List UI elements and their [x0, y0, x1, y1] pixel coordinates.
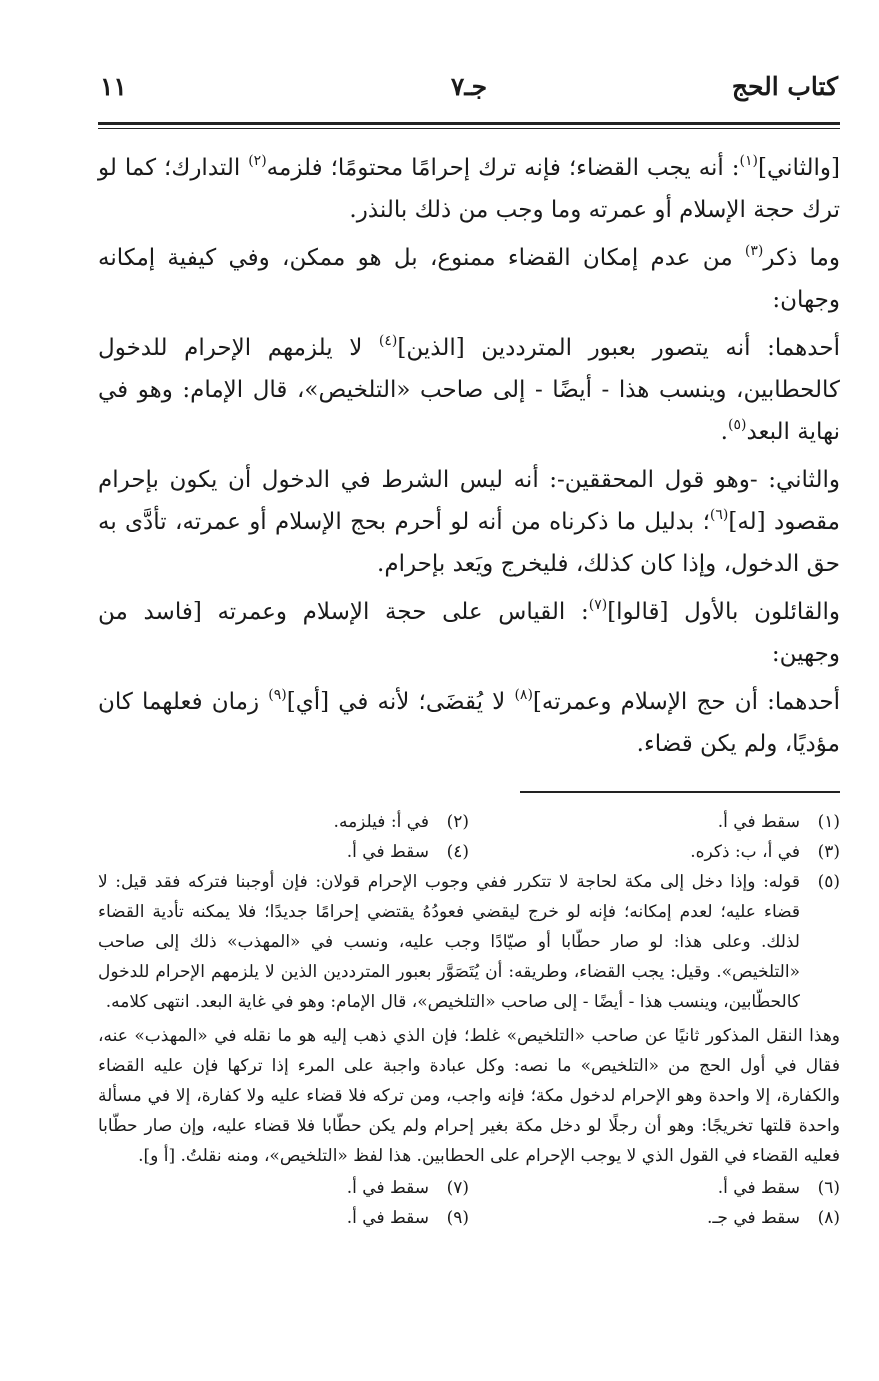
- page: [98, 70, 840, 1233]
- footnote-ref: (٩): [268, 687, 287, 703]
- footnotes: [98, 807, 840, 1233]
- paragraph: وما ذكر$^{(٣)}$ من عدم إمكان القضاء ممنوع، بل هو ممكن، وفي كيفية إمكانه وجهان:: [98, 243, 840, 313]
- paragraph: والقائلون بالأول [قالوا]$^{(٧)}$: القياس على حجة الإسلام وعمرته [فاسد من وجهين:: [98, 597, 840, 667]
- footnote-ref: (٧): [588, 597, 608, 613]
- main-text: [98, 147, 840, 765]
- footnote: (١) سقط في أ.: [717, 811, 840, 832]
- footnote-ref: (٤): [378, 333, 398, 349]
- footnote-ref: (٦): [709, 507, 729, 523]
- paragraph: أحدهما: أنه يتصور بعبور المترددين [الذين]$^{(٤)}$ لا يلزمهم الإحرام للدخول كالحطابين، وينسب هذا - أيضًا - إلى صاحب «التلخيص»، قال الإمام: وهو في نهاية البعد$^{(٥)}$.: [98, 333, 840, 445]
- footnote-row: [98, 1173, 840, 1203]
- footnote-separator: [520, 791, 840, 793]
- footnote-row: [98, 807, 840, 837]
- paragraph: أحدهما: أن حج الإسلام وعمرته]$^{(٨)}$ لا يُقضَى؛ لأنه في [أي]$^{(٩)}$ زمان فعلهما كان مؤديًا، ولم يكن قضاء.: [98, 687, 840, 757]
- header-rule-thin: [98, 128, 840, 129]
- footnote-paragraph: قوله: وإذا دخل إلى مكة لحاجة لا تتكرر ففي وجوب الإحرام قولان: فإن أوجبنا فتركه فقد قيل: لا قضاء عليه؛ لعدم إمكانه؛ فإنه لو خرج ليقضي فعودُهُ يقتضي إحرامًا جديدًا؛ فلا يمكنه تأدية القضاء لذلك. وعلى هذا: لو صار حطّابا أو صيّادًا وجب عليه، ونسب في «المهذب» ذلك إلى صاحب «التلخيص». وقيل: يجب القضاء، وطريقه: أن يُتَصَوَّر بعبور المترددين الذين لا يلزمهم الإحرام للدخول كالحطّابين، وينسب هذا - أيضًا - إلى صاحب «التلخيص»، قال الإمام: وهو في غاية البعد. انتهى كلامه.: [98, 871, 800, 1012]
- footnote-paragraph: وهذا النقل المذكور ثانيًا عن صاحب «التلخيص» غلط؛ فإن الذي ذهب إليه هو ما نقله في «المهذب» عنه، فقال في أول الحج من «التلخيص» ما نصه: وكل عبادة واجبة على المرء إذا تركها فإن عليه القضاء والكفارة، إلا واحدة وهو الإحرام لدخول مكة؛ فإنه واجب، ومن تركه فلا قضاء عليه ولا كفارة، إلا في مسألة واحدة قلتها تخريجًا: وهو أن رجلًا لو دخل مكة بغير إحرام ولم يكن حطّابا فلا قضاء عليه، وإن صار حطّابا فعليه القضاء في القول الذي لا يوجب الإحرام على الحطابين. هذا لفظ «التلخيص»، ومنه نقلتُ. [أ و].: [98, 1025, 840, 1166]
- footnote-ref: (٥): [727, 417, 747, 433]
- page-number: ١١: [100, 72, 127, 101]
- footnote: (٦) سقط في أ.: [717, 1177, 840, 1198]
- footnote-ref: (١): [739, 153, 759, 169]
- paragraph: والثاني: -وهو قول المحققين-: أنه ليس الشرط في الدخول أن يكون بإحرام مقصود [له]$^{(٦)}$؛ بدليل ما ذكرناه من أنه لو أحرم بحج الإسلام أو عمرته، تأدَّى به حق الدخول، وإذا كان كذلك، فليخرج ويَعد بإحرام.: [98, 467, 840, 577]
- footnote: (٤) سقط في أ.: [346, 841, 469, 862]
- footnote-row: [98, 1203, 840, 1233]
- footnote: (٧) سقط في أ.: [346, 1177, 469, 1198]
- volume-label: جـ٧: [450, 72, 488, 101]
- footnote-ref: (٢): [248, 153, 267, 169]
- header-rule-thick: [98, 122, 840, 125]
- footnote: (٩) سقط في أ.: [346, 1207, 469, 1228]
- paragraph: [والثاني]$^{(١)}$: أنه يجب القضاء؛ فإنه ترك إحرامًا محتومًا؛ فلزمه$^{(٢)}$ التدارك؛ كما لو ترك حجة الإسلام أو عمرته وما وجب من ذلك بالنذر.: [98, 153, 840, 223]
- footnote-ref: (٨): [514, 687, 533, 703]
- footnote: (٨) سقط في جـ.: [707, 1207, 840, 1228]
- footnote-ref: (٣): [744, 243, 764, 259]
- book-title: كتاب الحج: [731, 72, 838, 101]
- footnote: (٣) في أ، ب: ذكره.: [690, 841, 840, 862]
- footnote-long: (٥) قوله: وإذا دخل إلى مكة لحاجة لا تتكرر ففي وجوب الإحرام قولان: فإن أوجبنا فتركه فقد قيل: لا قضاء عليه؛ لعدم إمكانه؛ فإنه لو خرج ليقضي فعودُهُ يقتضي إحرامًا جديدًا؛ فلا يمكنه تأدية القضاء لذلك. وعلى هذا: لو صار حطّابا أو صيّادًا وجب عليه، ونسب في «المهذب» ذلك إلى صاحب «التلخيص». وقيل: يجب القضاء، وطريقه: أن يُتَصَوَّر بعبور المترددين الذين لا يلزمهم الإحرام للدخول كالحطّابين، وينسب هذا - أيضًا - إلى صاحب «التلخيص»، قال الإمام: وهو في غاية البعد. انتهى كلامه.: [98, 867, 840, 1019]
- page-header: [98, 70, 840, 110]
- footnote: (٢) في أ: فيلزمه.: [333, 811, 469, 832]
- footnote-row: [98, 837, 840, 867]
